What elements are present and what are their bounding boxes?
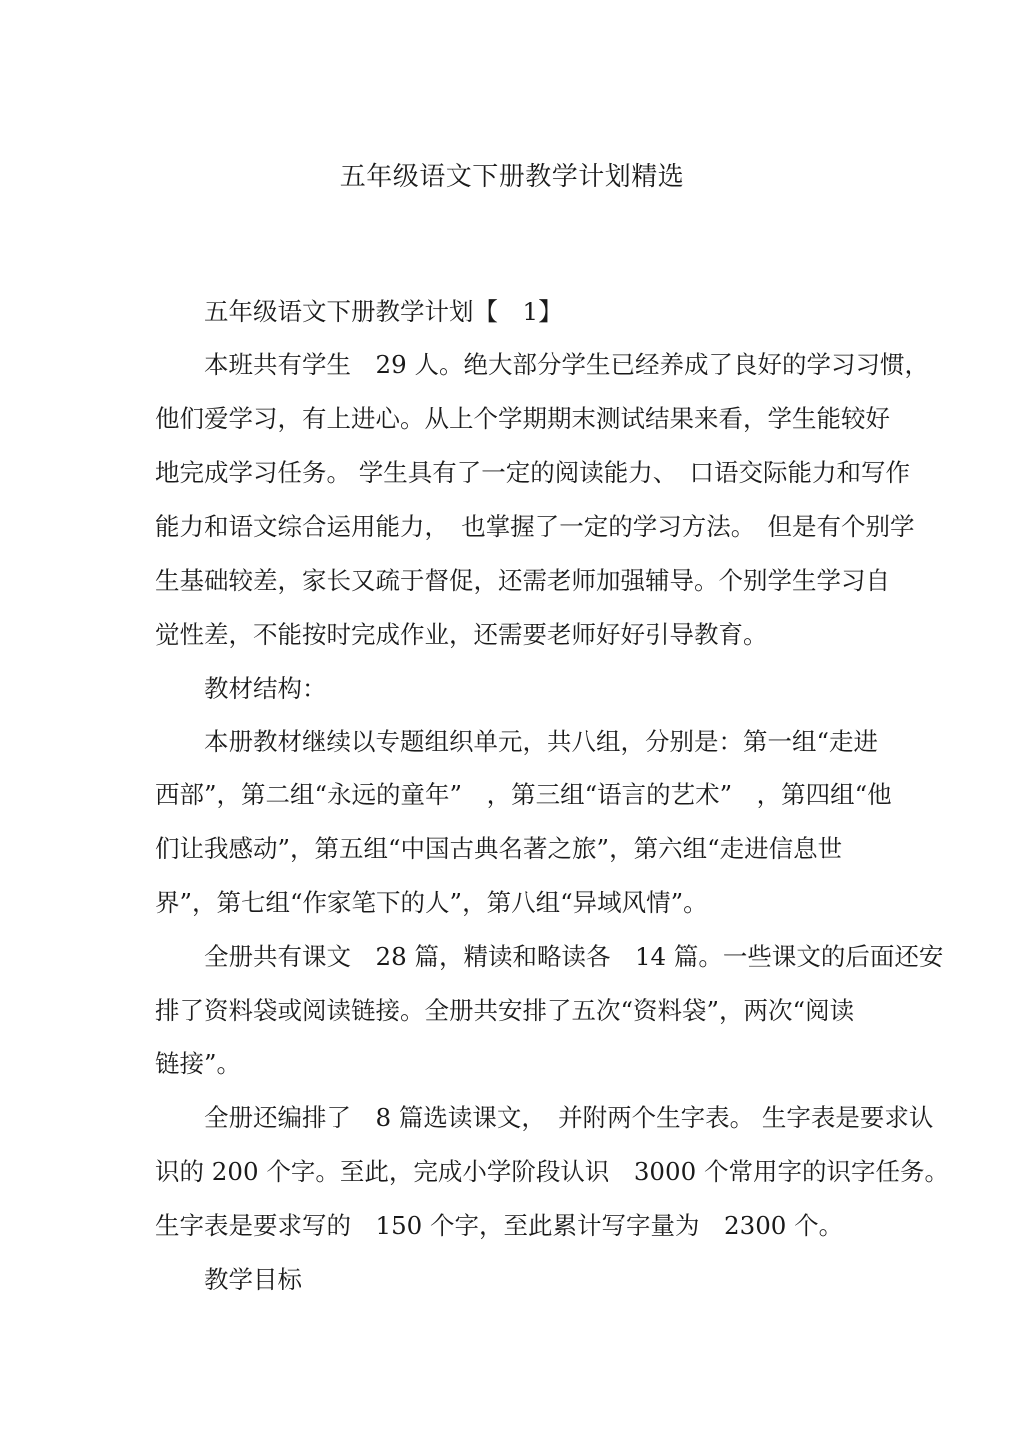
paragraph-line: 排了资料袋或阅读链接。全册共安排了五次“资料袋”，两次“阅读: [155, 996, 855, 1025]
paragraph-line: 们让我感动”，第五组“中国古典名著之旅”，第六组“走进信息世: [155, 834, 843, 863]
paragraph-line: 生字表是要求写的 150 个字，至此累计写字量为 2300 个。: [155, 1211, 844, 1240]
subheading: 教材结构：: [204, 674, 327, 703]
paragraph-line: 全册还编排了 8 篇选读课文， 并附两个生字表。 生字表是要求认: [204, 1103, 934, 1132]
paragraph-line: 界”，第七组“作家笔下的人”，第八组“异域风情”。: [155, 888, 708, 917]
subheading: 教学目标: [204, 1265, 302, 1294]
document-title: 五年级语文下册教学计划精选: [339, 162, 685, 192]
paragraph-line: 觉性差，不能按时完成作业，还需要老师好好引导教育。: [155, 620, 768, 649]
paragraph-line: 他们爱学习，有上进心。从上个学期期末测试结果来看，学生能较好: [155, 404, 890, 433]
paragraph-line: 西部”，第二组“永远的童年” ，第三组“语言的艺术” ，第四组“他: [155, 780, 892, 809]
paragraph-line: 能力和语文综合运用能力， 也掌握了一定的学习方法。 但是有个别学: [155, 512, 915, 541]
section-heading: 五年级语文下册教学计划【 1】: [204, 297, 563, 326]
paragraph-line: 识的 200 个字。至此，完成小学阶段认识 3000 个常用字的识字任务。: [155, 1157, 949, 1186]
paragraph-line: 链接”。: [155, 1049, 242, 1078]
paragraph-line: 地完成学习任务。 学生具有了一定的阅读能力、 口语交际能力和写作: [155, 458, 911, 487]
paragraph-line: 本班共有学生 29 人。绝大部分学生已经养成了良好的学习习惯，: [204, 350, 929, 379]
paragraph-line: 生基础较差，家长又疏于督促，还需老师加强辅导。个别学生学习自: [155, 566, 890, 595]
paragraph-line: 全册共有课文 28 篇，精读和略读各 14 篇。一些课文的后面还安: [204, 942, 944, 971]
paragraph-line: 本册教材继续以专题组织单元，共八组，分别是：第一组“走进: [204, 727, 879, 756]
